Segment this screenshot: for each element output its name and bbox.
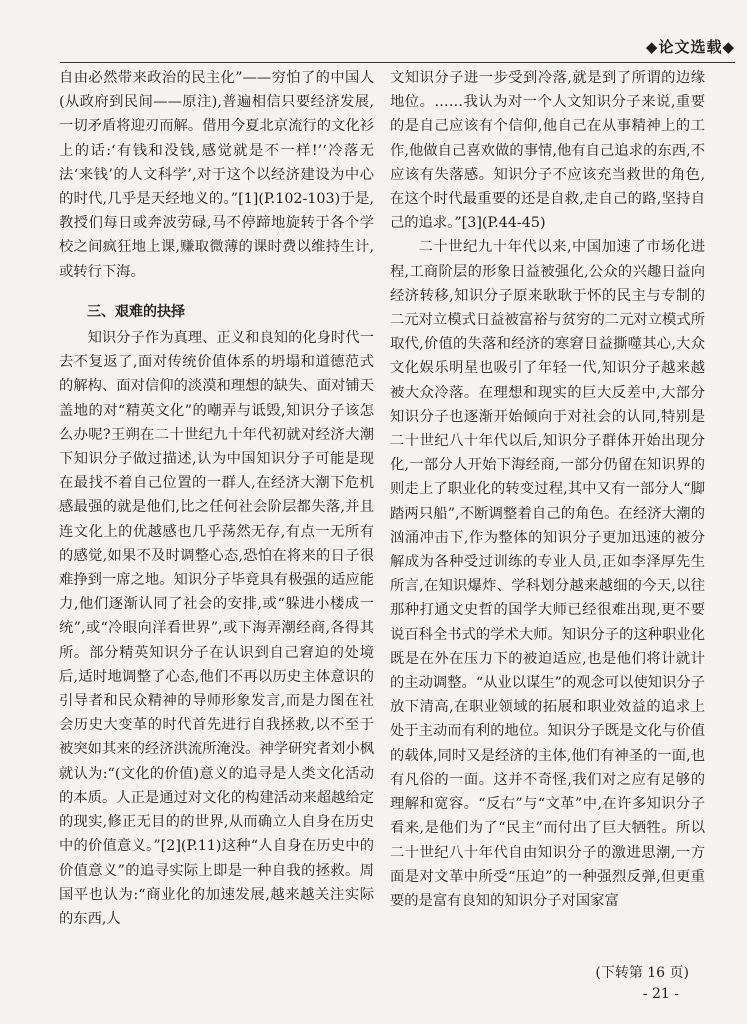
page-number: - 21 - [642, 986, 679, 1002]
header-rule [60, 62, 735, 63]
right-paragraph-1: 文知识分子进一步受到冷落,就是到了所谓的边缘地位。……我认为对一个人文知识分子来说,重要的是自己应该有个信仰,他自己在从事精神上的工作,他做自己喜欢做的事情,他有自己追求的东西,不应该有失落感。知识分子不应该充当救世的角色,在这个时代最重要的还是自救,走自己的路,坚持自己的追求。”[3](P.44-45) [390, 70, 705, 232]
left-paragraph-1: 自由必然带来政治的民主化”——穷怕了的中国人(从政府到民间——原注),普遍相信只要经济发展,一切矛盾将迎刃而解。借用今夏北京流行的文化衫上的话:‘有钱和没钱,感觉就是不一样!’‘冷落无法‘来钱’的人文科学’,对于这个以经济建设为中心的时代,几乎是天经地义的。”[1](P.102-103)于是,教授们每日或奔波劳碌,马不停蹄地旋转于各个学校之间疯狂地上课,赚取微薄的课时费以维持生计,或转行下海。 [59, 70, 374, 280]
section-title: ◆论文选载◆ [645, 38, 735, 56]
right-column [390, 66, 705, 913]
right-paragraph-2: 二十世纪九十年代以来,中国加速了市场化进程,工商阶层的形象日益被强化,公众的兴趣日益向经济转移,知识分子原来耿耿于怀的民主与专制的二元对立模式日益被富裕与贫穷的二元对立模式所取代,价值的失落和经济的寒窘日益撕噬其心,大众文化娱乐明星也吸引了年轻一代,知识分子越来越被大众冷落。在理想和现实的巨大反差中,大部分知识分子也逐渐开始倾向于对社会的认同,特别是二十世纪八十年代以后,知识分子群体开始出现分化,一部分人开始下海经商,一部分仍留在知识界的则走上了职业化的转变过程,其中又有一部分人“脚踏两只船”,不断调整着自己的角色。在经济大潮的汹涌冲击下,作为整体的知识分子更加迅速的被分解成为各种受过训练的专业人员,正如李泽厚先生所言,在知识爆炸、学科划分越来越细的今天,以往那种打通文史哲的国学大师已经很难出现,更不要说百科全书式的学术大师。知识分子的这种职业化既是在外在压力下的被迫适应,也是他们将计就计的主动调整。“从业以谋生”的观念可以使知识分子放下清高,在职业领域的拓展和职业效益的追求上处于主动而有利的地位。知识分子既是文化与价值的载体,同时又是经济的主体,他们有神圣的一面,也有凡俗的一面。这并不奇怪,我们对之应有足够的理解和宽容。“反右”与“文革”中,在许多知识分子看来,是他们为了“民主”而付出了巨大牺牲。所以二十世纪八十年代自由知识分子的激进思潮,一方面是对文革中所受“压迫”的一种强烈反弹,但更重要的是富有良知的知识分子对国家富 [390, 239, 705, 909]
page-header [0, 36, 735, 60]
left-column [59, 66, 374, 931]
section-heading: 三、艰难的抉择 [87, 303, 185, 320]
continued-note: (下转第 16 页) [595, 965, 689, 981]
left-paragraph-2: 知识分子作为真理、正义和良知的化身时代一去不复返了,面对传统价值体系的坍塌和道德范式的解构、面对信仰的淡漠和理想的缺失、面对铺天盖地的对“精英文化”的嘲弄与诋毁,知识分子该怎么办呢?王朔在二十世纪九十年代初就对经济大潮下知识分子做过描述,认为中国知识分子可能是现在最找不着自己位置的一群人,在经济大潮下危机感最强的就是他们,比之任何社会阶层都失落,并且连文化上的优越感也几乎荡然无存,有点一无所有的感觉,如果不及时调整心态,恐怕在将来的日子很难挣到一席之地。知识分子毕竟具有极强的适应能力,他们逐渐认同了社会的安排,或“躲进小楼成一统”,或“冷眼向洋看世界”,或下海弄潮经商,各得其所。部分精英知识分子在认识到自己窘迫的处境后,适时地调整了心态,他们不再以历史主体意识的引导者和民众精神的导师形象发言,而是力图在社会历史大变革的时代首先进行自我拯救,以不至于被突如其来的经济洪流所淹没。神学研究者刘小枫就认为:“(文化的价值)意义的追寻是人类文化活动的本质。人正是通过对文化的构建活动来超越给定的现实,修正无目的的世界,从而确立人自身在历史中的价值意义。”[2](P.11)这种“人自身在历史中的价值意义”的追寻实际上即是一种自我的拯救。周国平也认为:“商业化的加速发展,越来越关注实际的东西,人 [59, 330, 374, 927]
